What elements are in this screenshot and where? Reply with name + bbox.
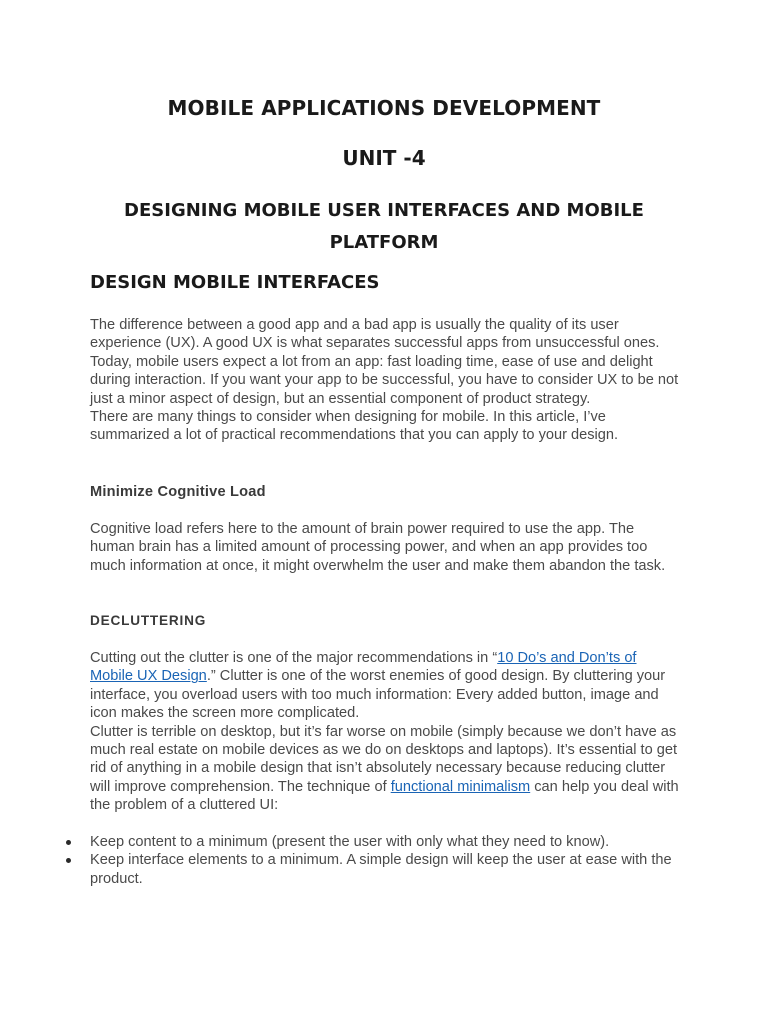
intro-paragraph-1: The difference between a good app and a bad app is usually the quality of its user experience (UX). A good UX is what separates successful apps from unsuccessful ones. Today, mobile users expect a lot from an app: fast loading time, ease of use and delight during interaction. If you want your app to be successful, you have to consider UX to be not just a minor aspect of design, but an essential component of product strategy. — [90, 317, 679, 407]
decluttering-p2-before: Clutter is terrible on desktop, but it’s far worse on mobile (simply because we don’t have as much real estate on mobile devices as we do on desktops and laptops). It’s essential to get rid of anything in a mobile design that isn’t absolutely necessary because reducing clutter will improve comprehension. The technique of — [90, 723, 678, 795]
intro-text — [90, 316, 680, 445]
list-item-text: Keep interface elements to a minimum. A simple design will keep the user at ease with the product. — [90, 852, 672, 887]
bullet-icon — [66, 858, 71, 863]
bullet-list — [62, 833, 680, 888]
decluttering-paragraph-1 — [90, 649, 680, 723]
decluttering-p1-before: Cutting out the clutter is one of the major recommendations in “ — [90, 650, 498, 666]
decluttering-heading: DECLUTTERING — [90, 613, 207, 628]
decluttering-p2-after: can help you deal with the problem of a cluttered UI: — [90, 778, 679, 814]
list-item-text: Keep content to a minimum (present the user with only what they need to know). — [90, 834, 610, 850]
decluttering-paragraph-2 — [90, 723, 680, 815]
cognitive-load-paragraph — [90, 520, 680, 575]
section-heading: DESIGN MOBILE INTERFACES — [90, 272, 380, 293]
unit-title: UNIT -4 — [342, 146, 426, 170]
bullet-icon — [66, 840, 71, 845]
cognitive-load-heading: Minimize Cognitive Load — [90, 484, 266, 500]
mobile-ux-design-link[interactable]: 10 Do’s and Don’ts of Mobile UX Design — [90, 650, 637, 685]
unit-subtitle: DESIGNING MOBILE USER INTERFACES AND MOBILE PLATFORM — [124, 200, 644, 253]
list-item — [62, 833, 680, 851]
decluttering-p1-after: .” Clutter is one of the worst enemies of good design. By cluttering your interface, you overload users with too much information: Every added button, image and icon makes the screen more complicated. — [90, 668, 666, 722]
decluttering-text — [90, 649, 680, 815]
functional-minimalism-link[interactable]: functional minimalism — [390, 778, 531, 795]
list-item — [62, 851, 680, 888]
document-title: MOBILE APPLICATIONS DEVELOPMENT — [167, 96, 601, 120]
cognitive-load-text: Cognitive load refers here to the amount of brain power required to use the app. The human brain has a limited amount of processing power, and when an app provides too much information at once, it might overwhelm the user and make them abandon the task. — [90, 521, 666, 574]
intro-paragraph-2: There are many things to consider when designing for mobile. In this article, I’ve summarized a lot of practical recommendations that you can apply to your design. — [90, 409, 619, 444]
